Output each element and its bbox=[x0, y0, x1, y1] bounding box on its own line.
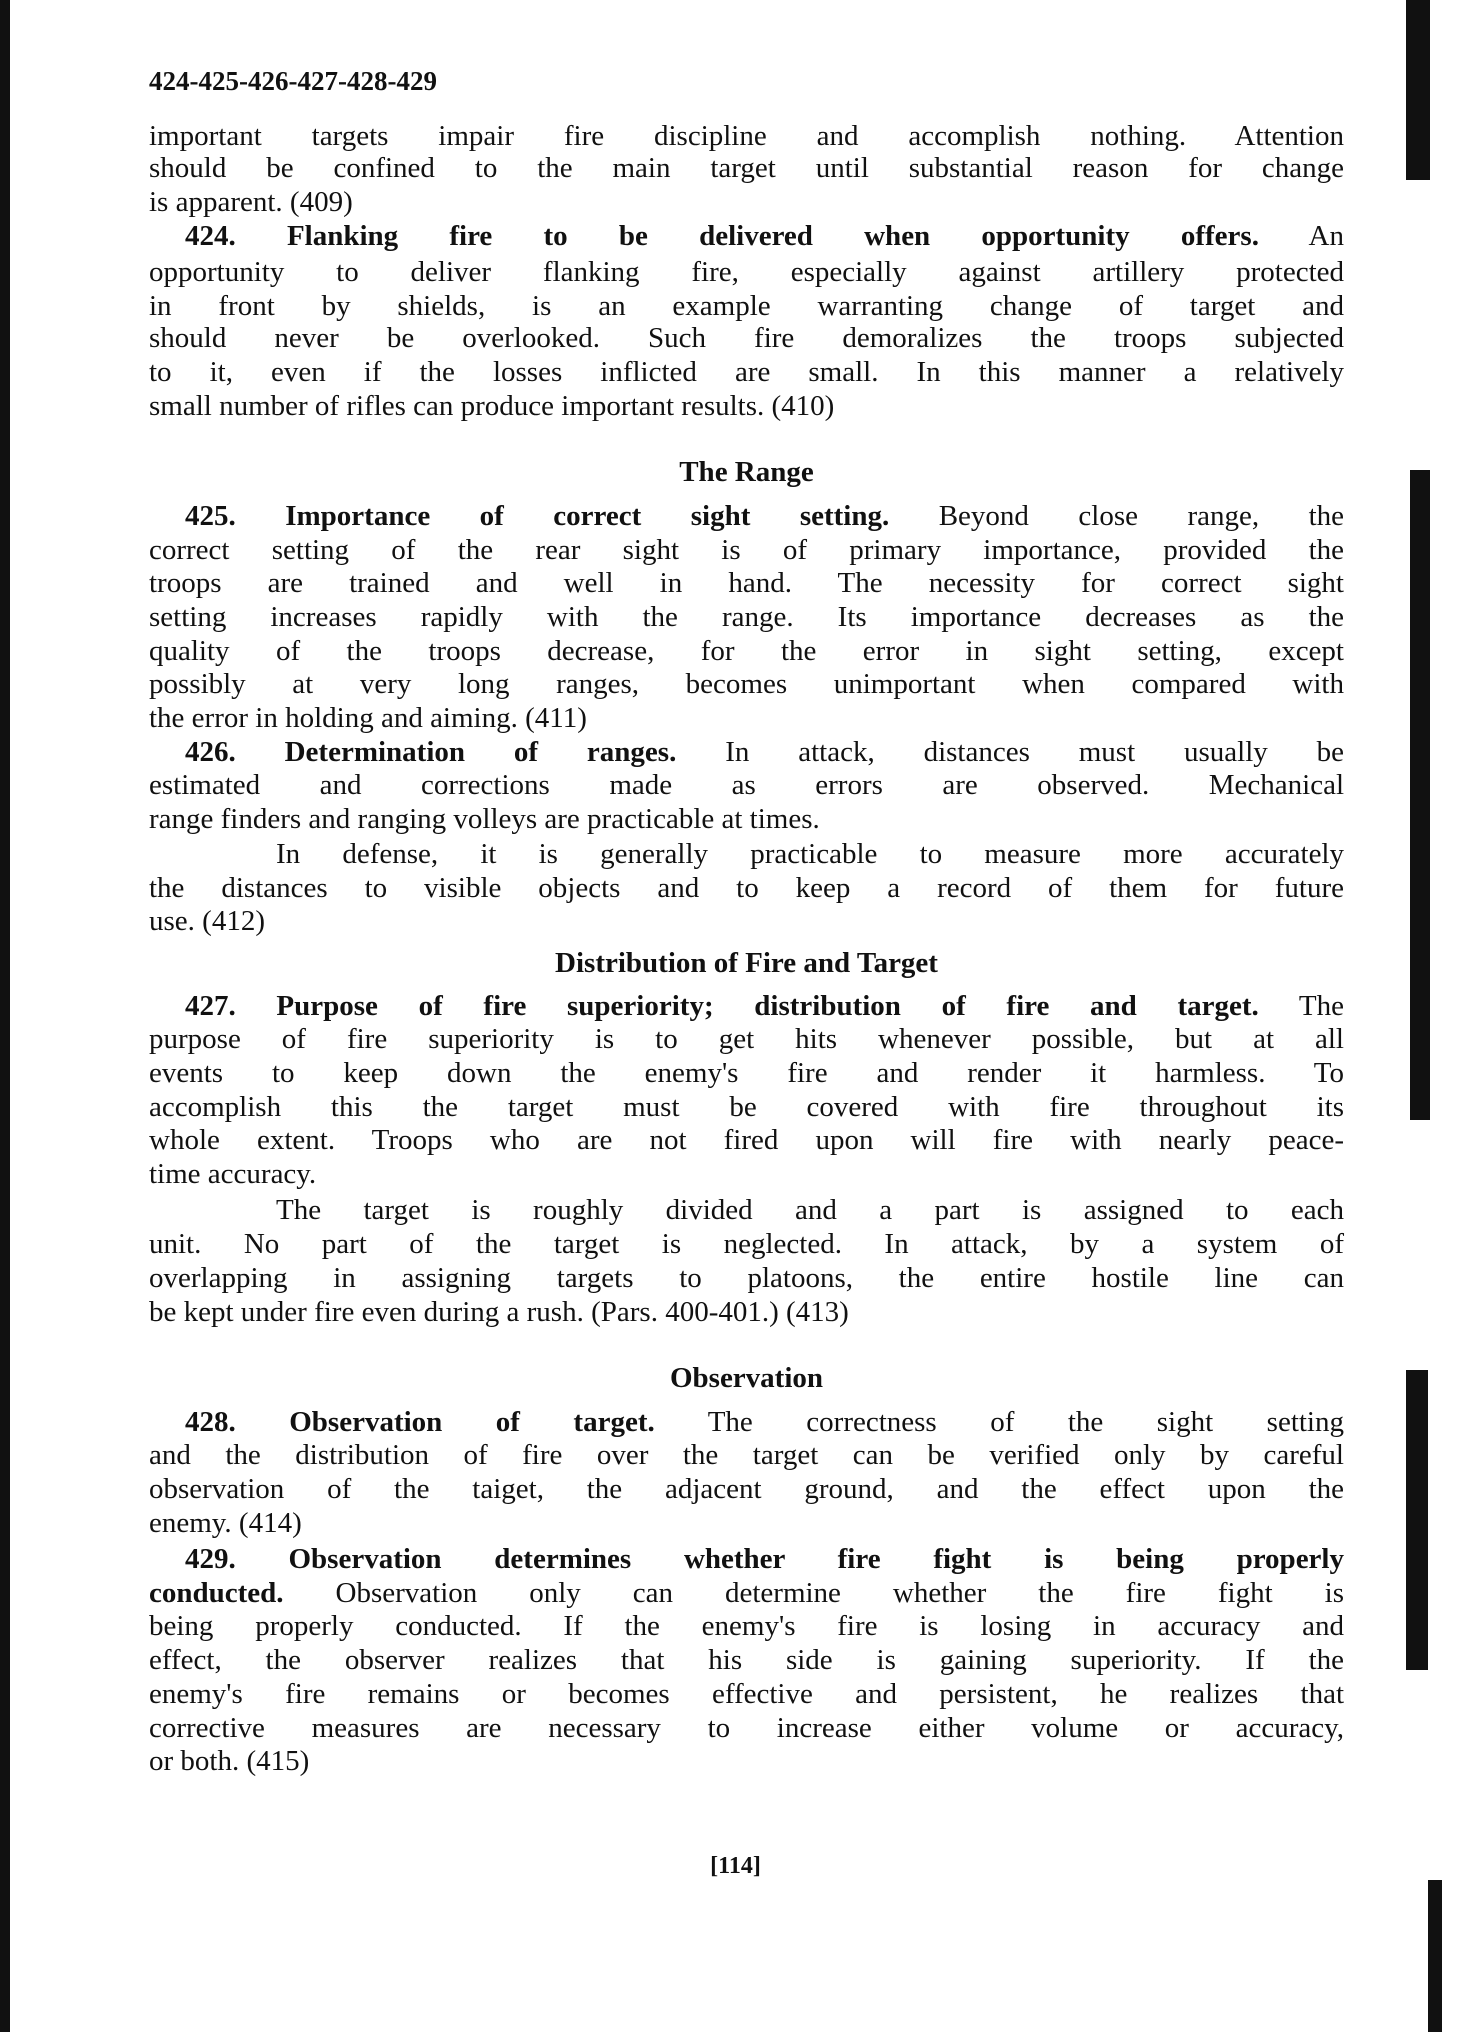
text-line bbox=[149, 768, 1344, 802]
text-line bbox=[149, 735, 1344, 769]
paragraph-title: 428. Observation of target. bbox=[185, 1405, 655, 1438]
line-text: correct setting of the rear sight is of primary importance, provided the bbox=[149, 533, 1344, 566]
paragraph-title: 429. Observation determines whether fire fight is being properly bbox=[185, 1543, 1344, 1576]
line-text: enemy's fire remains or becomes effective and persistent, he realizes that bbox=[149, 1677, 1344, 1710]
text-line bbox=[149, 1227, 1344, 1261]
text-line bbox=[149, 989, 1344, 1023]
text-line bbox=[149, 1405, 1344, 1439]
text-line bbox=[149, 1576, 1344, 1610]
line-text: effect, the observer realizes that his side is gaining superiority. If the bbox=[149, 1644, 1344, 1677]
left-scan-border bbox=[0, 0, 10, 2032]
text-line bbox=[149, 634, 1344, 668]
section-heading bbox=[149, 946, 1344, 980]
text-line bbox=[149, 389, 1344, 423]
line-text: purpose of fire superiority is to get hits whenever possible, but at all bbox=[149, 1023, 1344, 1056]
line-text: In attack, distances must usually be bbox=[676, 735, 1345, 768]
line-text: should never be overlooked. Such fire demoralizes the troops subjected bbox=[149, 322, 1344, 355]
line-text: being properly conducted. If the enemy's fire is losing in accuracy and bbox=[149, 1610, 1344, 1643]
line-text: enemy. (414) bbox=[149, 1506, 302, 1539]
text-line bbox=[149, 1744, 1344, 1778]
text-line bbox=[149, 1123, 1344, 1157]
line-text: accomplish this the target must be covered with fire throughout its bbox=[149, 1090, 1344, 1123]
text-line bbox=[149, 701, 1344, 735]
line-text: in front by shields, is an example warranting change of target and bbox=[149, 289, 1344, 322]
text-line bbox=[149, 600, 1344, 634]
text-line bbox=[149, 1022, 1344, 1056]
right-scan-mark bbox=[1406, 1370, 1428, 1670]
line-text: or both. (415) bbox=[149, 1745, 310, 1778]
line-text: use. (412) bbox=[149, 905, 265, 938]
text-line bbox=[149, 1157, 1344, 1191]
paragraph-title: 427. Purpose of fire superiority; distribution of fire and target. bbox=[185, 989, 1259, 1022]
text-line bbox=[149, 1295, 1344, 1329]
text-line bbox=[149, 1472, 1344, 1506]
section-heading bbox=[149, 455, 1344, 489]
line-text: opportunity to deliver flanking fire, especially against artillery protected bbox=[149, 256, 1344, 289]
line-text: small number of rifles can produce important results. (410) bbox=[149, 389, 835, 422]
running-header: 424-425-426-427-428-429 bbox=[149, 66, 437, 96]
line-text: Observation only can determine whether the fire fight is bbox=[283, 1576, 1344, 1609]
line-text: range finders and ranging volleys are practicable at times. bbox=[149, 803, 820, 836]
text-line bbox=[149, 355, 1344, 389]
line-text: The Range bbox=[679, 455, 814, 488]
line-text: observation of the taiget, the adjacent ground, and the effect upon the bbox=[149, 1473, 1344, 1506]
line-text: Beyond close range, the bbox=[889, 499, 1344, 532]
text-line bbox=[149, 1542, 1344, 1576]
line-text: events to keep down the enemy's fire and render it harmless. To bbox=[149, 1057, 1344, 1090]
text-line bbox=[149, 904, 1344, 938]
line-text: troops are trained and well in hand. The necessity for correct sight bbox=[149, 567, 1344, 600]
text-line bbox=[149, 321, 1344, 355]
text-line bbox=[149, 1261, 1344, 1295]
text-line bbox=[149, 255, 1344, 289]
text-line bbox=[149, 219, 1344, 253]
right-scan-mark bbox=[1410, 470, 1430, 1120]
text-line bbox=[149, 1506, 1344, 1540]
text-line bbox=[149, 566, 1344, 600]
line-text: the distances to visible objects and to keep a record of them for future bbox=[149, 871, 1344, 904]
text-line bbox=[149, 871, 1344, 905]
text-line bbox=[149, 119, 1344, 153]
line-text: The bbox=[1258, 989, 1344, 1022]
line-text: The correctness of the sight setting bbox=[654, 1405, 1344, 1438]
paragraph-title: 424. Flanking fire to be delivered when opportunity offers. bbox=[185, 219, 1259, 252]
text-line bbox=[149, 185, 1344, 219]
text-line bbox=[149, 1643, 1344, 1677]
paragraph-title: 426. Determination of ranges. bbox=[185, 735, 677, 768]
line-text: the error in holding and aiming. (411) bbox=[149, 701, 587, 734]
line-text: time accuracy. bbox=[149, 1158, 317, 1191]
text-line bbox=[149, 151, 1344, 185]
line-text: and the distribution of fire over the target can be verified only by careful bbox=[149, 1439, 1344, 1472]
text-line bbox=[149, 1609, 1344, 1643]
line-text: In defense, it is generally practicable to measure more accurately bbox=[276, 838, 1344, 871]
right-scan-mark bbox=[1406, 0, 1430, 180]
line-text: corrective measures are necessary to increase either volume or accuracy, bbox=[149, 1711, 1344, 1744]
line-text: overlapping in assigning targets to platoons, the entire hostile line can bbox=[149, 1261, 1344, 1294]
line-text: should be confined to the main target until substantial reason for change bbox=[149, 152, 1344, 185]
text-line bbox=[149, 1090, 1344, 1124]
text-line bbox=[149, 499, 1344, 533]
line-text: unit. No part of the target is neglected. In attack, by a system of bbox=[149, 1228, 1344, 1261]
line-text: important targets impair fire discipline and accomplish nothing. Attention bbox=[149, 120, 1344, 153]
text-line bbox=[149, 802, 1344, 836]
line-text: setting increases rapidly with the range. Its importance decreases as the bbox=[149, 600, 1344, 633]
line-text: quality of the troops decrease, for the error in sight setting, except bbox=[149, 634, 1344, 667]
line-text: estimated and corrections made as errors are observed. Mechanical bbox=[149, 769, 1344, 802]
section-heading bbox=[149, 1361, 1344, 1395]
text-line bbox=[149, 1056, 1344, 1090]
text-line bbox=[149, 1711, 1344, 1745]
text-line bbox=[149, 1677, 1344, 1711]
line-text: Distribution of Fire and Target bbox=[555, 946, 938, 979]
text-line bbox=[149, 837, 1344, 871]
line-text: The target is roughly divided and a part is assigned to each bbox=[276, 1194, 1344, 1227]
line-text: An bbox=[1258, 219, 1345, 252]
line-text: be kept under fire even during a rush. (Pars. 400-401.) (413) bbox=[149, 1295, 849, 1328]
line-text: to it, even if the losses inflicted are small. In this manner a relatively bbox=[149, 355, 1344, 388]
text-line bbox=[149, 667, 1344, 701]
paragraph-title: 425. Importance of correct sight setting. bbox=[185, 499, 890, 532]
right-scan-mark bbox=[1428, 1880, 1442, 2032]
line-text: is apparent. (409) bbox=[149, 186, 353, 219]
line-text: whole extent. Troops who are not fired upon will fire with nearly peace- bbox=[149, 1124, 1344, 1157]
text-line bbox=[149, 1193, 1344, 1227]
text-line bbox=[149, 289, 1344, 323]
text-line bbox=[149, 533, 1344, 567]
line-text: possibly at very long ranges, becomes unimportant when compared with bbox=[149, 668, 1344, 701]
line-text: Observation bbox=[669, 1361, 824, 1394]
paragraph-title: conducted. bbox=[149, 1576, 284, 1609]
text-line bbox=[149, 1438, 1344, 1472]
page-number: [114] bbox=[710, 1853, 761, 1879]
